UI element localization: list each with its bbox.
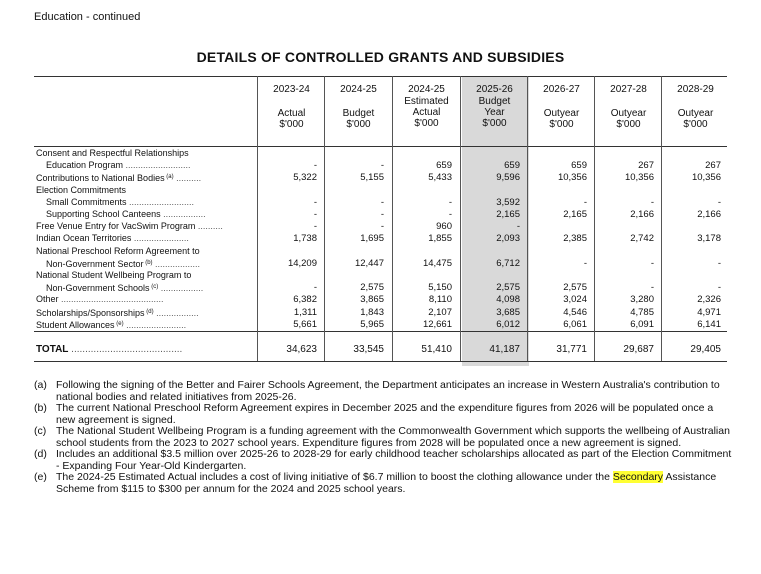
leader-dots: ................. — [160, 209, 206, 219]
section-header: Education - continued — [34, 11, 141, 23]
cell-value: 1,843 — [360, 306, 384, 318]
cell-value: - — [717, 196, 721, 208]
footnote-text: The current National Preschool Reform Agreement expires in December 2025 and the expenditure figures from 2026 will be populated once a new agreement is signed. — [56, 402, 714, 426]
cell-value: 659 — [571, 160, 587, 172]
cell-value: 267 — [705, 160, 721, 172]
row-label — [36, 233, 189, 244]
row-label — [36, 185, 126, 196]
column-subheader: $'000 — [683, 119, 708, 130]
column-subheader: $'000 — [616, 119, 641, 130]
footnote-marker: (d) — [144, 308, 154, 315]
row-label-text: Scholarships/Sponsorships — [36, 307, 145, 318]
footnote — [34, 426, 732, 449]
footnote-text: Following the signing of the Better and Fairer Schools Agreement, the Department anticipates an increase in Western Australia's contribution to national bodies and related initiatives from 2025-26. — [56, 379, 720, 403]
cell-value: - — [380, 160, 384, 172]
row-label — [36, 148, 189, 159]
footnote — [34, 403, 732, 426]
footnote-marker: (e) — [114, 320, 124, 327]
cell-value: 2,575 — [563, 282, 587, 294]
cell-value: 2,165 — [563, 209, 587, 220]
cell-value: 1,855 — [428, 233, 452, 245]
row-label — [46, 282, 203, 294]
column-subheader: Budget — [478, 96, 511, 107]
leader-dots: ......................................... — [58, 294, 164, 305]
total-value: 34,623 — [286, 344, 317, 355]
cell-value: 10,356 — [557, 172, 587, 184]
column-subheader: Actual — [412, 107, 441, 118]
leader-dots: .................. — [152, 258, 201, 269]
footnote-text — [56, 472, 732, 495]
cell-value: 2,326 — [697, 294, 721, 306]
row-label — [36, 319, 186, 331]
row-label — [46, 258, 200, 270]
column-year: 2025-26 — [476, 84, 513, 95]
cell-value: 6,091 — [630, 318, 654, 330]
cell-value: 12,447 — [354, 257, 384, 269]
row-label-text: Non-Government Sector — [46, 258, 144, 269]
cell-value: 1,695 — [360, 233, 384, 245]
cell-value: 5,150 — [428, 282, 452, 294]
leader-dots: .......................... — [123, 160, 191, 171]
cell-value: - — [380, 209, 384, 220]
cell-value: 1,311 — [293, 306, 317, 318]
cell-value: - — [380, 196, 384, 208]
column-year: 2024-25 — [340, 84, 377, 95]
footnote-tag: (c) — [34, 425, 47, 437]
cell-value: 3,685 — [496, 306, 520, 318]
row-label-text: Indian Ocean Territories — [36, 233, 132, 244]
row-label-text: Supporting School Canteens — [46, 209, 161, 219]
cell-value: - — [650, 282, 654, 294]
cell-value: 2,575 — [496, 282, 520, 294]
cell-value: - — [313, 160, 317, 172]
cell-value: - — [313, 209, 317, 220]
cell-value: 2,093 — [496, 233, 520, 245]
row-label-text: Small Commitments — [46, 196, 127, 207]
row-label — [36, 172, 201, 184]
row-label-text: Election Commitments — [36, 184, 127, 195]
cell-value: - — [516, 221, 520, 233]
cell-value: - — [717, 282, 721, 294]
column-subheader: Budget — [342, 108, 375, 119]
table-top-rule — [34, 76, 727, 77]
column-year: 2024-25 — [408, 84, 445, 95]
row-label-text: Consent and Respectful Relationships — [36, 148, 189, 158]
column-year: 2023-24 — [273, 84, 310, 95]
cell-value: 10,356 — [691, 172, 721, 184]
cell-value: - — [448, 209, 452, 220]
column-subheader: $'000 — [346, 119, 371, 130]
body-bottom-rule — [34, 331, 727, 332]
leader-dots: ........................................ — [68, 344, 183, 355]
row-label — [36, 246, 200, 257]
column-year: 2028-29 — [677, 84, 714, 95]
cell-value: 5,661 — [293, 318, 317, 330]
cell-value: - — [717, 257, 721, 269]
total-value: 31,771 — [556, 344, 587, 355]
footnote — [34, 449, 732, 472]
cell-value: 2,166 — [697, 209, 721, 220]
cell-value: 3,024 — [563, 294, 587, 306]
cell-value: 659 — [436, 160, 452, 172]
total-label: TOTAL ........................................ — [36, 344, 183, 355]
column-year: 2026-27 — [543, 84, 580, 95]
column-subheader: Estimated — [404, 96, 449, 107]
footnote-text-after: Assistance Scheme from $115 to $300 per annum for the 2024 and 2025 school years. — [56, 471, 717, 495]
column-subheader: Year — [484, 107, 505, 118]
cell-value: 14,475 — [422, 257, 452, 269]
column-subheader: Actual — [277, 108, 306, 119]
cell-value: 5,322 — [293, 172, 317, 184]
row-label — [36, 294, 164, 305]
total-value: 29,687 — [623, 344, 654, 355]
footnote-marker: (b) — [143, 259, 153, 266]
cell-value: 2,385 — [563, 233, 587, 245]
column-subheader: Outyear — [610, 108, 647, 119]
cell-value: 9,596 — [496, 172, 520, 184]
total-value: 51,410 — [421, 344, 452, 355]
row-label-text: National Preschool Reform Agreement to — [36, 245, 200, 256]
footnotes — [34, 380, 732, 495]
total-value: 33,545 — [353, 344, 384, 355]
total-bottom-rule — [34, 361, 727, 362]
footnote-text: The National Student Wellbeing Program is a funding agreement with the Commonwealth Government which supports the wellbeing of Australian school students from the 2023 to 2027 school years. Expenditure figures from 2028 will be populated once a new agreement is signed. — [56, 425, 730, 449]
header-bottom-rule — [34, 146, 727, 147]
cell-value: 10,356 — [624, 172, 654, 184]
row-label-text: Non-Government Schools — [46, 283, 150, 294]
leader-dots: .......................... — [126, 196, 195, 207]
cell-value: - — [583, 257, 587, 269]
cell-value: 3,280 — [630, 294, 654, 306]
row-label-text: Student Allowances — [36, 319, 115, 330]
row-label-text: Contributions to National Bodies — [36, 173, 165, 184]
cell-value: 267 — [638, 160, 654, 172]
highlighted-text: Secondary — [612, 471, 664, 483]
cell-value: 3,865 — [360, 294, 384, 306]
cell-value: 6,061 — [563, 318, 587, 330]
cell-value: 2,742 — [630, 233, 654, 245]
footnote — [34, 380, 732, 403]
cell-value: - — [650, 257, 654, 269]
cell-value: 4,546 — [563, 306, 587, 318]
total-value: 29,405 — [690, 344, 721, 355]
footnote-tag: (e) — [34, 471, 47, 483]
total-value: 41,187 — [489, 344, 520, 355]
cell-value: 6,382 — [293, 294, 317, 306]
row-label — [36, 307, 199, 319]
column-subheader: Outyear — [677, 108, 714, 119]
cell-value: - — [313, 196, 317, 208]
cell-value: 3,178 — [697, 233, 721, 245]
cell-value: 8,110 — [428, 294, 452, 306]
cell-value: 6,141 — [697, 318, 721, 330]
leader-dots: ................. — [153, 307, 199, 318]
cell-value: - — [380, 221, 384, 233]
leader-dots: ................. — [158, 283, 204, 294]
cell-value: 14,209 — [287, 257, 317, 269]
cell-value: 1,738 — [293, 233, 317, 245]
column-subheader: $'000 — [279, 119, 304, 130]
row-label — [46, 209, 206, 220]
cell-value: 2,165 — [496, 209, 520, 220]
cell-value: 4,971 — [697, 306, 721, 318]
footnote-tag: (d) — [34, 448, 47, 460]
cell-value: 5,433 — [428, 172, 452, 184]
cell-value: 2,575 — [360, 282, 384, 294]
cell-value: 659 — [504, 160, 520, 172]
footnote-text: Includes an additional $3.5 million over 2025-26 to 2028-29 for early childhood teacher scholarships allocated as part of the Election Commitment - Expanding Four Year-Old Kindergarten. — [56, 448, 732, 472]
cell-value: 4,098 — [496, 294, 520, 306]
cell-value: 6,712 — [496, 257, 520, 269]
footnote-tag: (a) — [34, 379, 47, 391]
leader-dots: ...................... — [131, 233, 189, 244]
row-label — [36, 221, 223, 232]
cell-value: - — [583, 196, 587, 208]
footnote — [34, 472, 732, 495]
cell-value: 4,785 — [630, 306, 654, 318]
cell-value: 960 — [436, 221, 452, 233]
footnote-text-before: The 2024-25 Estimated Actual includes a cost of living initiative of $6.7 million to boost the clothing allowance under the — [56, 471, 610, 483]
cell-value: - — [448, 196, 452, 208]
cell-value: 3,592 — [496, 196, 520, 208]
row-label-text: National Student Wellbeing Program to — [36, 270, 192, 280]
row-label-text: Other — [36, 294, 59, 305]
row-label — [46, 160, 191, 171]
cell-value: 5,155 — [360, 172, 384, 184]
row-label-text: Free Venue Entry for VacSwim Program — [36, 221, 196, 232]
footnote-tag: (b) — [34, 402, 47, 414]
column-subheader: $'000 — [482, 118, 507, 129]
leader-dots: .......... — [173, 173, 202, 184]
row-label — [36, 270, 191, 281]
column-subheader: $'000 — [549, 119, 574, 130]
cell-value: 12,661 — [422, 318, 452, 330]
cell-value: - — [313, 282, 317, 294]
cell-value: 2,107 — [428, 306, 452, 318]
leader-dots: ........................ — [123, 319, 187, 330]
row-label-text: Education Program — [46, 160, 124, 171]
cell-value: - — [650, 196, 654, 208]
footnote-marker: (c) — [149, 284, 159, 291]
column-year: 2027-28 — [610, 84, 647, 95]
cell-value: - — [313, 221, 317, 233]
column-subheader: Outyear — [543, 108, 580, 119]
footnote-marker: (a) — [164, 174, 174, 181]
cell-value: 2,166 — [630, 209, 654, 220]
leader-dots: .......... — [195, 221, 223, 232]
column-subheader: $'000 — [414, 118, 439, 129]
cell-value: 5,965 — [360, 318, 384, 330]
cell-value: 6,012 — [496, 318, 520, 330]
page-title: DETAILS OF CONTROLLED GRANTS AND SUBSIDIES — [196, 49, 565, 65]
row-label — [46, 197, 194, 208]
